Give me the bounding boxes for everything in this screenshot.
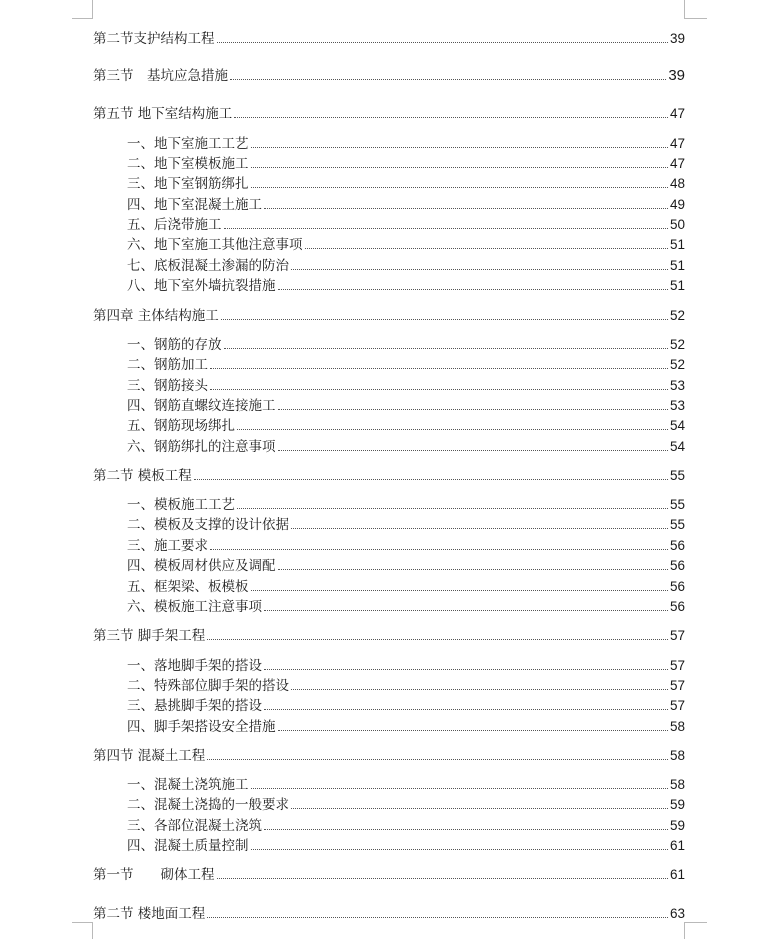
toc-entry-page: 47 xyxy=(669,156,685,171)
toc-entry[interactable] xyxy=(127,132,685,152)
toc-entry-title: 三、悬挑脚手架的搭设 xyxy=(127,698,262,714)
toc-leader-dots xyxy=(251,147,668,148)
toc-entry[interactable] xyxy=(127,814,685,834)
toc-entry-title: 一、地下室施工工艺 xyxy=(127,136,249,152)
toc-entry-title: 二、模板及支撑的设计依据 xyxy=(127,517,289,533)
toc-entry[interactable] xyxy=(127,654,685,674)
toc-entry-page: 48 xyxy=(669,176,685,191)
toc-leader-dots xyxy=(291,689,668,690)
toc-entry[interactable] xyxy=(93,624,685,644)
toc-leader-dots xyxy=(278,289,668,290)
toc-entry-page: 53 xyxy=(669,398,685,413)
toc-leader-dots xyxy=(264,829,668,830)
toc-entry[interactable] xyxy=(127,793,685,813)
toc-entry-title: 六、钢筋绑扎的注意事项 xyxy=(127,439,276,455)
toc-entry[interactable] xyxy=(93,744,685,764)
toc-entry-page: 61 xyxy=(669,838,685,853)
toc-entry-page: 52 xyxy=(669,357,685,372)
toc-leader-dots xyxy=(210,389,668,390)
toc-entry-title: 四、模板周材供应及调配 xyxy=(127,558,276,574)
crop-mark-bottom-left xyxy=(72,922,93,939)
toc-entry-page: 51 xyxy=(669,258,685,273)
toc-entry-page: 55 xyxy=(669,517,685,532)
toc-leader-dots xyxy=(210,549,668,550)
toc-leader-dots xyxy=(207,639,668,640)
toc-leader-dots xyxy=(264,669,668,670)
toc-entry-title: 第二节 模板工程 xyxy=(93,468,192,484)
toc-leader-dots xyxy=(278,730,668,731)
toc-entry[interactable] xyxy=(127,694,685,714)
toc-leader-dots xyxy=(291,808,668,809)
toc-leader-dots xyxy=(278,450,668,451)
toc-entry[interactable] xyxy=(93,863,685,883)
toc-entry-page: 58 xyxy=(669,748,685,763)
toc-entry-title: 二、地下室模板施工 xyxy=(127,156,249,172)
toc-entry-title: 一、钢筋的存放 xyxy=(127,337,222,353)
toc-leader-dots xyxy=(251,590,668,591)
toc-leader-dots xyxy=(207,917,668,918)
toc-entry-page: 53 xyxy=(669,378,685,393)
toc-entry-title: 三、施工要求 xyxy=(127,538,208,554)
toc-leader-dots xyxy=(217,42,668,43)
toc-leader-dots xyxy=(251,788,668,789)
toc-leader-dots xyxy=(291,269,668,270)
toc-entry-page: 59 xyxy=(669,818,685,833)
toc-entry-title: 二、特殊部位脚手架的搭设 xyxy=(127,678,289,694)
toc-entry-page: 39 xyxy=(669,31,685,46)
toc-entry[interactable] xyxy=(127,213,685,233)
toc-entry[interactable] xyxy=(127,333,685,353)
toc-entry-page: 56 xyxy=(669,599,685,614)
toc-entry-title: 第三节 脚手架工程 xyxy=(93,628,206,644)
toc-entry-title: 四、钢筋直螺纹连接施工 xyxy=(127,398,276,414)
toc-leader-dots xyxy=(251,167,668,168)
toc-leader-dots xyxy=(237,508,668,509)
toc-entry[interactable] xyxy=(127,715,685,735)
toc-leader-dots xyxy=(251,849,668,850)
toc-leader-dots xyxy=(230,79,666,80)
toc-entry-title: 六、模板施工注意事项 xyxy=(127,599,262,615)
toc-entry-title: 四、脚手架搭设安全措施 xyxy=(127,719,276,735)
toc-leader-dots xyxy=(217,878,668,879)
toc-entry-page: 61 xyxy=(669,867,685,882)
toc-entry[interactable] xyxy=(93,27,685,47)
toc-entry[interactable] xyxy=(127,435,685,455)
toc-leader-dots xyxy=(291,528,668,529)
toc-entry[interactable] xyxy=(127,374,685,394)
toc-entry[interactable] xyxy=(93,464,685,484)
toc-entry-page: 56 xyxy=(669,558,685,573)
toc-entry-page: 56 xyxy=(669,579,685,594)
toc-entry-title: 二、钢筋加工 xyxy=(127,357,208,373)
toc-entry-page: 49 xyxy=(669,197,685,212)
toc-entry-title: 三、各部位混凝土浇筑 xyxy=(127,818,262,834)
crop-mark-bottom-right xyxy=(684,922,707,939)
toc-entry-title: 五、框架梁、板模板 xyxy=(127,579,249,595)
toc-entry[interactable] xyxy=(127,674,685,694)
toc-entry-page: 58 xyxy=(669,719,685,734)
toc-leader-dots xyxy=(207,759,668,760)
toc-entry-title: 六、地下室施工其他注意事项 xyxy=(127,237,303,253)
toc-leader-dots xyxy=(305,248,668,249)
toc-leader-dots xyxy=(210,368,668,369)
toc-entry-page: 51 xyxy=(669,278,685,293)
toc-entry-title: 三、地下室钢筋绑扎 xyxy=(127,176,249,192)
toc-leader-dots xyxy=(234,117,668,118)
toc-entry[interactable] xyxy=(127,152,685,172)
toc-entry-page: 55 xyxy=(669,497,685,512)
toc-entry[interactable] xyxy=(127,834,685,854)
toc-entry-title: 第三节 基坑应急措施 xyxy=(93,68,228,84)
toc-entry-title: 一、混凝土浇筑施工 xyxy=(127,777,249,793)
toc-leader-dots xyxy=(264,709,668,710)
toc-entry[interactable] xyxy=(127,575,685,595)
toc-entry-page: 54 xyxy=(669,418,685,433)
toc-entry-page: 39 xyxy=(668,67,685,84)
toc-entry-page: 57 xyxy=(669,658,685,673)
toc-entry-page: 52 xyxy=(669,308,685,323)
toc-entry-page: 47 xyxy=(669,106,685,121)
toc-entry[interactable] xyxy=(93,304,685,324)
toc-leader-dots xyxy=(224,348,668,349)
toc-entry[interactable] xyxy=(127,493,685,513)
toc-entry-page: 51 xyxy=(669,237,685,252)
toc-entry-title: 第四章 主体结构施工 xyxy=(93,308,219,324)
toc-leader-dots xyxy=(251,187,668,188)
toc-entry[interactable] xyxy=(127,414,685,434)
toc-entry-title: 一、模板施工工艺 xyxy=(127,497,235,513)
toc-entry-title: 七、底板混凝土渗漏的防治 xyxy=(127,258,289,274)
toc-entry[interactable] xyxy=(127,595,685,615)
toc-entry-title: 第二节支护结构工程 xyxy=(93,31,215,47)
crop-mark-top-right xyxy=(684,0,707,19)
toc-entry-page: 50 xyxy=(669,217,685,232)
toc-entry-title: 第五节 地下室结构施工 xyxy=(93,106,233,122)
toc-entry[interactable] xyxy=(127,394,685,414)
toc-entry-title: 八、地下室外墙抗裂措施 xyxy=(127,278,276,294)
toc-leader-dots xyxy=(264,610,668,611)
toc-entry-page: 59 xyxy=(669,797,685,812)
toc-entry[interactable] xyxy=(93,902,685,922)
toc-entry-page: 63 xyxy=(669,906,685,921)
toc-entry-page: 56 xyxy=(669,538,685,553)
toc-entry-page: 52 xyxy=(669,337,685,352)
toc-leader-dots xyxy=(194,479,668,480)
toc-entry-title: 五、钢筋现场绑扎 xyxy=(127,418,235,434)
toc-entry[interactable] xyxy=(127,513,685,533)
toc-entry-title: 第一节 砌体工程 xyxy=(93,867,215,883)
toc-entry[interactable] xyxy=(127,172,685,192)
toc-entry[interactable] xyxy=(127,534,685,554)
toc-entry[interactable] xyxy=(127,554,685,574)
toc-entry-page: 54 xyxy=(669,439,685,454)
toc-entry[interactable] xyxy=(127,193,685,213)
toc-entry-title: 第二节 楼地面工程 xyxy=(93,906,206,922)
toc-leader-dots xyxy=(278,569,668,570)
toc-entry-title: 四、混凝土质量控制 xyxy=(127,838,249,854)
toc-leader-dots xyxy=(224,228,668,229)
toc-entry-page: 55 xyxy=(669,468,685,483)
toc-entry-title: 三、钢筋接头 xyxy=(127,378,208,394)
toc-entry-title: 五、后浇带施工 xyxy=(127,217,222,233)
toc-entry-title: 二、混凝土浇捣的一般要求 xyxy=(127,797,289,813)
toc-leader-dots xyxy=(278,409,668,410)
toc-entry-page: 57 xyxy=(669,698,685,713)
toc-entry[interactable] xyxy=(127,274,685,294)
toc-leader-dots xyxy=(221,319,668,320)
toc-entry[interactable] xyxy=(127,353,685,373)
toc-leader-dots xyxy=(237,429,668,430)
crop-mark-top-left xyxy=(72,0,93,19)
toc-leader-dots xyxy=(264,208,668,209)
toc-entry[interactable] xyxy=(127,773,685,793)
toc-entry-title: 一、落地脚手架的搭设 xyxy=(127,658,262,674)
toc-entry-page: 57 xyxy=(669,628,685,643)
toc-entry-title: 第四节 混凝土工程 xyxy=(93,748,206,764)
toc-entry[interactable] xyxy=(93,102,685,122)
toc-entry[interactable] xyxy=(93,64,685,84)
toc-entry[interactable] xyxy=(127,254,685,274)
toc-entry-title: 四、地下室混凝土施工 xyxy=(127,197,262,213)
toc-entry-page: 47 xyxy=(669,136,685,151)
toc-entry-page: 58 xyxy=(669,777,685,792)
toc-entry-page: 57 xyxy=(669,678,685,693)
toc-entry[interactable] xyxy=(127,233,685,253)
